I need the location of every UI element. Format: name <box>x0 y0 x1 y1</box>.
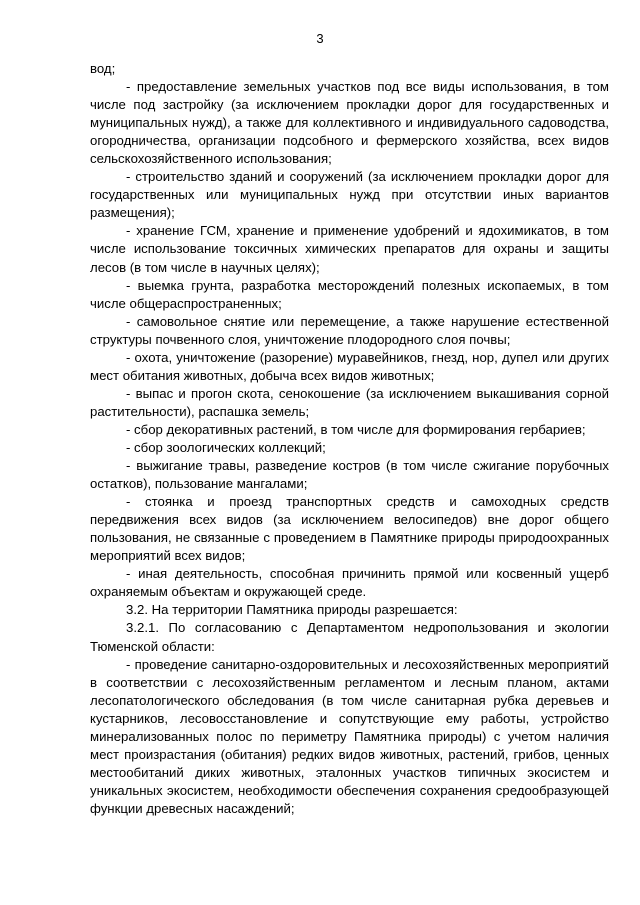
paragraph: - иная деятельность, способная причинить прямой или косвенный ущерб охраняемым объектам и окружающей среде. <box>90 566 609 600</box>
paragraph: 3.2.1. По согласованию с Департаментом недропользования и экологии Тюменской области: <box>90 620 609 654</box>
paragraph: - проведение санитарно-оздоровительных и лесохозяйственных мероприятий в соответствии с лесохозяйственным регламентом и лесным планом, актами лесопатологического обследования (в том числе санитарная рубка деревьев и кустарников, лесовосстановление и сопутствующие ему работы, устройство минерализованных полос по периметру Памятника природы) с учетом наличия мест произрастания (обитания) редких видов животных, растений, грибов, ценных местообитаний диких животных, эталонных участков типичных экосистем и уникальных экосистем, необходимости обеспечения сохранения средообразующей функции древесных насаждений; <box>90 656 609 816</box>
paragraph: - стоянка и проезд транспортных средств и самоходных средств передвижения всех видов (за исключением велосипедов) вне дорог общего пользования, не связанные с проведением в Памятнике природы природоохранных мероприятий всех видов; <box>90 494 609 564</box>
paragraph: - сбор декоративных растений, в том числе для формирования гербариев; <box>126 421 586 437</box>
page-number: 3 <box>316 31 324 46</box>
paragraph: вод; <box>90 61 116 76</box>
paragraph: - выпас и прогон скота, сенокошение (за исключением выкашивания сорной растительности), распашка земель; <box>90 385 609 419</box>
paragraph: - сбор зоологических коллекций; <box>126 439 326 455</box>
paragraph: - предоставление земельных участков под все виды использования, в том числе под застройку (за исключением прокладки дорог для государственных и муниципальных нужд), а также для коллективного и индивидуального садоводства, огородничества, организации подсобного и фермерского хозяйства, всех видов сельскохозяйственного использования; <box>90 79 609 167</box>
paragraph: - выжигание травы, разведение костров (в том числе сжигание порубочных остатков), пользование мангалами; <box>90 458 609 492</box>
paragraph: - строительство зданий и сооружений (за исключением прокладки дорог для государственных или муниципальных нужд при отсутствии иных вариантов размещения); <box>90 169 609 221</box>
paragraph: - хранение ГСМ, хранение и применение удобрений и ядохимикатов, в том числе использование токсичных химических препаратов для охраны и защиты лесов (в том числе в научных целях); <box>90 223 609 275</box>
paragraph: - охота, уничтожение (разорение) муравейников, гнезд, нор, дупел или других мест обитания животных, добыча всех видов животных; <box>90 349 609 383</box>
paragraph: 3.2. На территории Памятника природы разрешается: <box>126 602 458 618</box>
paragraph: - выемка грунта, разработка месторождений полезных ископаемых, в том числе общераспространенных; <box>90 277 609 311</box>
paragraph: - самовольное снятие или перемещение, а также нарушение естественной структуры почвенного слоя, уничтожение плодородного слоя почвы; <box>90 313 609 347</box>
document-body <box>90 60 609 818</box>
